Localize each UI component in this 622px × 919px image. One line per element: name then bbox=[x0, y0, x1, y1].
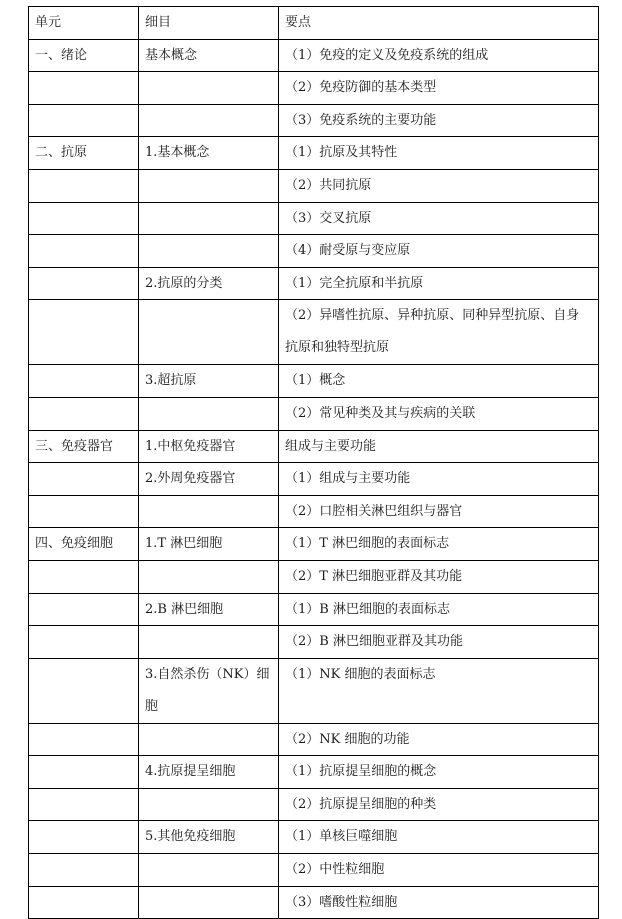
unit-cell bbox=[29, 72, 139, 105]
point-cell: （2）共同抗原 bbox=[279, 169, 599, 202]
table-body bbox=[29, 7, 599, 919]
point-cell: （2）T 淋巴细胞亚群及其功能 bbox=[279, 560, 599, 593]
unit-cell bbox=[29, 104, 139, 137]
point-cell: （1）抗原提呈细胞的概念 bbox=[279, 756, 599, 789]
point-cell: （4）耐受原与变应原 bbox=[279, 235, 599, 268]
point-cell: （2）口腔相关淋巴组织与器官 bbox=[279, 495, 599, 528]
table-row bbox=[29, 397, 599, 430]
table-row bbox=[29, 658, 599, 723]
detail-cell: 2.抗原的分类 bbox=[139, 267, 279, 300]
point-cell: （2）NK 细胞的功能 bbox=[279, 723, 599, 756]
detail-cell: 1.T 淋巴细胞 bbox=[139, 528, 279, 561]
unit-cell bbox=[29, 365, 139, 398]
table-row bbox=[29, 104, 599, 137]
detail-cell: 5.其他免疫细胞 bbox=[139, 821, 279, 854]
table-row bbox=[29, 756, 599, 789]
detail-cell: 3.超抗原 bbox=[139, 365, 279, 398]
detail-cell bbox=[139, 788, 279, 821]
unit-cell: 二、抗原 bbox=[29, 137, 139, 170]
detail-cell: 3.自然杀伤（NK）细胞 bbox=[139, 658, 279, 723]
table-row bbox=[29, 202, 599, 235]
table-row bbox=[29, 137, 599, 170]
table-row bbox=[29, 821, 599, 854]
table-row bbox=[29, 365, 599, 398]
detail-cell bbox=[139, 723, 279, 756]
detail-cell bbox=[139, 495, 279, 528]
syllabus-table bbox=[28, 6, 599, 919]
point-cell: （1）T 淋巴细胞的表面标志 bbox=[279, 528, 599, 561]
unit-cell bbox=[29, 658, 139, 723]
point-cell: （1）组成与主要功能 bbox=[279, 463, 599, 496]
table-row bbox=[29, 72, 599, 105]
table-row bbox=[29, 788, 599, 821]
unit-cell bbox=[29, 495, 139, 528]
unit-cell bbox=[29, 463, 139, 496]
point-cell: （3）免疫系统的主要功能 bbox=[279, 104, 599, 137]
table-header-row bbox=[29, 7, 599, 40]
header-points: 要点 bbox=[279, 7, 599, 40]
point-cell: （1）单核巨噬细胞 bbox=[279, 821, 599, 854]
point-cell: （2）异嗜性抗原、异种抗原、同种异型抗原、自身抗原和独特型抗原 bbox=[279, 300, 599, 365]
detail-cell: 2.B 淋巴细胞 bbox=[139, 593, 279, 626]
point-cell: （2）抗原提呈细胞的种类 bbox=[279, 788, 599, 821]
unit-cell bbox=[29, 821, 139, 854]
unit-cell bbox=[29, 397, 139, 430]
unit-cell: 四、免疫细胞 bbox=[29, 528, 139, 561]
detail-cell bbox=[139, 626, 279, 659]
table-row bbox=[29, 886, 599, 919]
point-cell: 组成与主要功能 bbox=[279, 430, 599, 463]
table-row bbox=[29, 854, 599, 887]
unit-cell bbox=[29, 788, 139, 821]
detail-cell bbox=[139, 854, 279, 887]
unit-cell bbox=[29, 593, 139, 626]
table-row bbox=[29, 430, 599, 463]
point-cell: （1）NK 细胞的表面标志 bbox=[279, 658, 599, 723]
unit-cell: 一、绪论 bbox=[29, 39, 139, 72]
table-row bbox=[29, 560, 599, 593]
table-row bbox=[29, 463, 599, 496]
point-cell: （2）中性粒细胞 bbox=[279, 854, 599, 887]
unit-cell bbox=[29, 723, 139, 756]
detail-cell bbox=[139, 72, 279, 105]
table-row bbox=[29, 169, 599, 202]
detail-cell bbox=[139, 560, 279, 593]
table-row bbox=[29, 267, 599, 300]
unit-cell bbox=[29, 854, 139, 887]
detail-cell bbox=[139, 104, 279, 137]
table-row bbox=[29, 528, 599, 561]
detail-cell bbox=[139, 169, 279, 202]
detail-cell bbox=[139, 202, 279, 235]
detail-cell bbox=[139, 886, 279, 919]
unit-cell bbox=[29, 235, 139, 268]
point-cell: （2）常见种类及其与疾病的关联 bbox=[279, 397, 599, 430]
table-row bbox=[29, 39, 599, 72]
table-row bbox=[29, 723, 599, 756]
detail-cell bbox=[139, 300, 279, 365]
unit-cell bbox=[29, 267, 139, 300]
unit-cell bbox=[29, 560, 139, 593]
detail-cell bbox=[139, 397, 279, 430]
detail-cell: 基本概念 bbox=[139, 39, 279, 72]
unit-cell: 三、免疫器官 bbox=[29, 430, 139, 463]
point-cell: （1）完全抗原和半抗原 bbox=[279, 267, 599, 300]
table-row bbox=[29, 495, 599, 528]
unit-cell bbox=[29, 202, 139, 235]
table-row bbox=[29, 593, 599, 626]
detail-cell: 4.抗原提呈细胞 bbox=[139, 756, 279, 789]
detail-cell: 2.外周免疫器官 bbox=[139, 463, 279, 496]
unit-cell bbox=[29, 300, 139, 365]
point-cell: （3）嗜酸性粒细胞 bbox=[279, 886, 599, 919]
point-cell: （1）概念 bbox=[279, 365, 599, 398]
table-row bbox=[29, 235, 599, 268]
table-row bbox=[29, 626, 599, 659]
point-cell: （2）免疫防御的基本类型 bbox=[279, 72, 599, 105]
unit-cell bbox=[29, 626, 139, 659]
unit-cell bbox=[29, 886, 139, 919]
point-cell: （3）交叉抗原 bbox=[279, 202, 599, 235]
unit-cell bbox=[29, 756, 139, 789]
point-cell: （1）抗原及其特性 bbox=[279, 137, 599, 170]
detail-cell bbox=[139, 235, 279, 268]
header-detail: 细目 bbox=[139, 7, 279, 40]
point-cell: （1）B 淋巴细胞的表面标志 bbox=[279, 593, 599, 626]
unit-cell bbox=[29, 169, 139, 202]
detail-cell: 1.基本概念 bbox=[139, 137, 279, 170]
header-unit: 单元 bbox=[29, 7, 139, 40]
point-cell: （1）免疫的定义及免疫系统的组成 bbox=[279, 39, 599, 72]
point-cell: （2）B 淋巴细胞亚群及其功能 bbox=[279, 626, 599, 659]
detail-cell: 1.中枢免疫器官 bbox=[139, 430, 279, 463]
table-row bbox=[29, 300, 599, 365]
